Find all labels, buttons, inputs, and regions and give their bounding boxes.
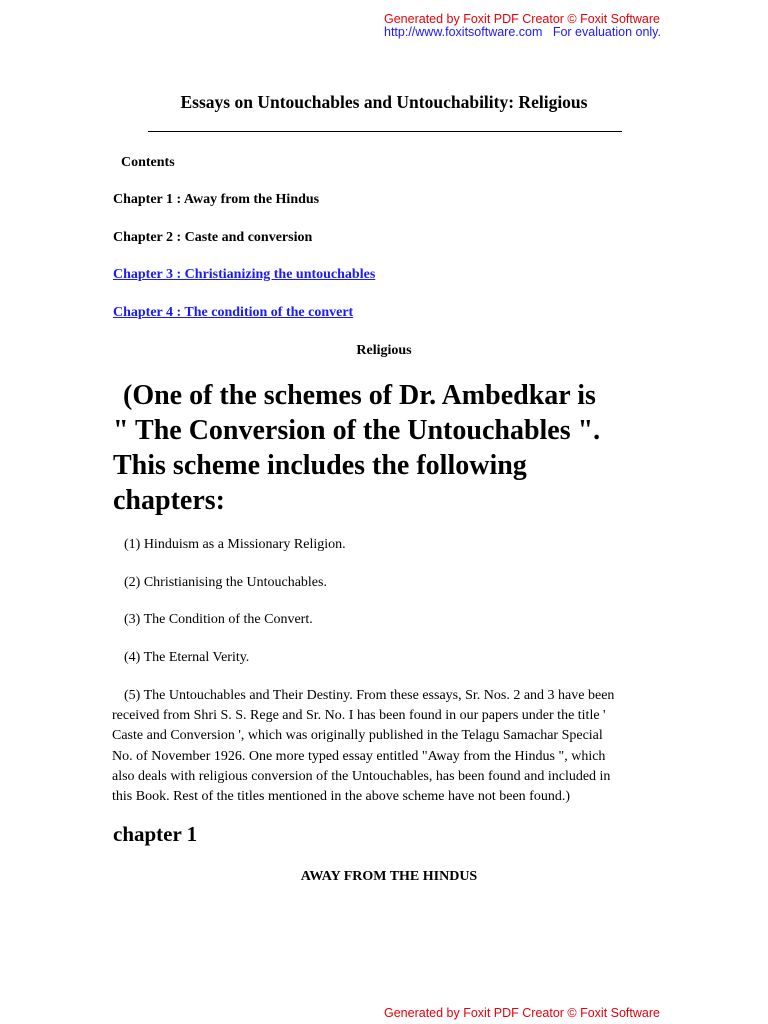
paragraph-line: No. of November 1926. One more typed essay entitled "Away from the Hindus ", which: [112, 748, 606, 764]
paragraph-line: Caste and Conversion ', which was originally published in the Telagu Samachar Special: [112, 728, 603, 744]
watermark-top: [384, 13, 661, 39]
scheme-item: (3) The Condition of the Convert.: [124, 612, 313, 627]
scheme-paragraph: [112, 686, 660, 807]
toc-item-chapter-1: Chapter 1 : Away from the Hindus: [113, 192, 320, 207]
scheme-item: (1) Hinduism as a Missionary Religion.: [124, 537, 346, 552]
watermark-generated-text: Generated by Foxit PDF Creator © Foxit Software: [384, 12, 660, 26]
watermark-url-link[interactable]: http://www.foxitsoftware.com: [384, 25, 543, 39]
watermark-bottom: [384, 1007, 660, 1020]
intro-line: (One of the schemes of Dr. Ambedkar is: [123, 380, 596, 411]
intro-line: chapters:: [113, 485, 225, 516]
watermark-generated-text: Generated by Foxit PDF Creator © Foxit Software: [384, 1006, 660, 1020]
intro-line: This scheme includes the following: [113, 450, 527, 481]
paragraph-line: this Book. Rest of the titles mentioned in the above scheme have not been found.): [112, 789, 571, 805]
scheme-item: (4) The Eternal Verity.: [124, 650, 250, 665]
intro-statement: [113, 378, 673, 518]
paragraph-line: received from Shri S. S. Rege and Sr. No. I has been found in our papers under the title ': [112, 708, 606, 724]
toc-link-chapter-3[interactable]: Chapter 3 : Christianizing the untouchables: [113, 267, 376, 282]
contents-heading: Contents: [121, 155, 175, 170]
intro-line: " The Conversion of the Untouchables ".: [113, 415, 601, 446]
document-title: Essays on Untouchables and Untouchability: Religious: [180, 92, 588, 112]
title-divider: [148, 131, 622, 132]
section-label: Religious: [356, 343, 412, 358]
scheme-item: (2) Christianising the Untouchables.: [124, 575, 327, 590]
toc-link-chapter-4[interactable]: Chapter 4 : The condition of the convert: [113, 305, 354, 320]
watermark-evaluation-note: For evaluation only.: [552, 25, 661, 39]
paragraph-line: (5) The Untouchables and Their Destiny. From these essays, Sr. Nos. 2 and 3 have been: [124, 688, 615, 703]
chapter-title: AWAY FROM THE HINDUS: [300, 869, 478, 884]
toc-item-chapter-2: Chapter 2 : Caste and conversion: [113, 230, 313, 245]
chapter-heading: chapter 1: [113, 822, 198, 846]
paragraph-line: also deals with religious conversion of the Untouchables, has been found and included in: [112, 768, 611, 784]
